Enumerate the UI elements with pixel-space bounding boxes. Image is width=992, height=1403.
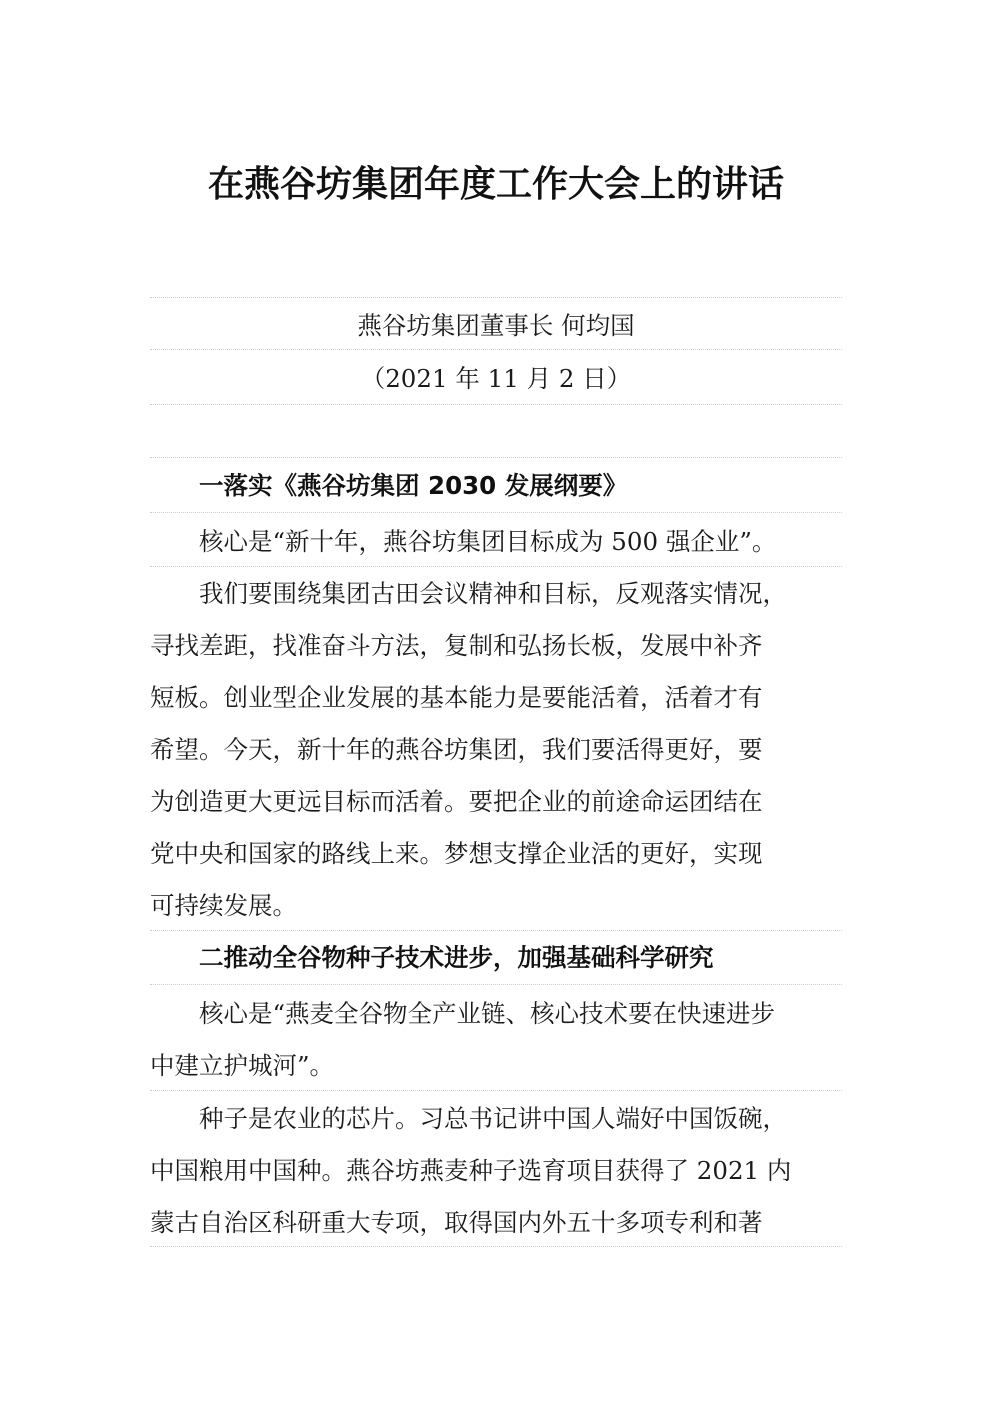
paragraph-line: 种子是农业的芯片。习总书记讲中国人端好中国饭碗， <box>199 1104 787 1133</box>
divider <box>150 566 842 567</box>
section-heading: 二推动全谷物种子技术进步，加强基础科学研究 <box>199 943 714 972</box>
paragraph-line: 核心是“新十年，燕谷坊集团目标成为 500 强企业”。 <box>199 527 777 556</box>
divider <box>150 349 842 350</box>
paragraph-line: 短板。创业型企业发展的基本能力是要能活着，活着才有 <box>150 683 763 712</box>
document-title: 在燕谷坊集团年度工作大会上的讲话 <box>207 163 784 205</box>
divider <box>150 1246 842 1247</box>
date-line: （2021 年 11 月 2 日） <box>360 364 632 393</box>
paragraph-line: 可持续发展。 <box>150 891 297 920</box>
paragraph-line: 为创造更大更远目标而活着。要把企业的前途命运团结在 <box>150 787 763 816</box>
divider <box>150 512 842 513</box>
paragraph-line: 我们要围绕集团古田会议精神和目标，反观落实情况， <box>199 579 787 608</box>
divider <box>150 1090 842 1091</box>
paragraph-line: 希望。今天，新十年的燕谷坊集团，我们要活得更好，要 <box>150 735 763 764</box>
divider <box>150 930 842 931</box>
paragraph-line: 蒙古自治区科研重大专项，取得国内外五十多项专利和著 <box>150 1208 763 1237</box>
paragraph-line: 寻找差距，找准奋斗方法，复制和弘扬长板，发展中补齐 <box>150 631 763 660</box>
paragraph-line: 中国粮用中国种。燕谷坊燕麦种子选育项目获得了 2021 内 <box>150 1156 792 1185</box>
paragraph-line: 中建立护城河”。 <box>150 1051 335 1080</box>
divider <box>150 297 842 298</box>
paragraph-line: 党中央和国家的路线上来。梦想支撑企业活的更好，实现 <box>150 839 763 868</box>
divider <box>150 984 842 985</box>
divider <box>150 457 842 458</box>
author-line: 燕谷坊集团董事长 何均国 <box>357 311 635 340</box>
divider <box>150 404 842 405</box>
paragraph-line: 核心是“燕麦全谷物全产业链、核心技术要在快速进步 <box>199 999 776 1028</box>
section-heading: 一落实《燕谷坊集团 2030 发展纲要》 <box>199 471 628 500</box>
